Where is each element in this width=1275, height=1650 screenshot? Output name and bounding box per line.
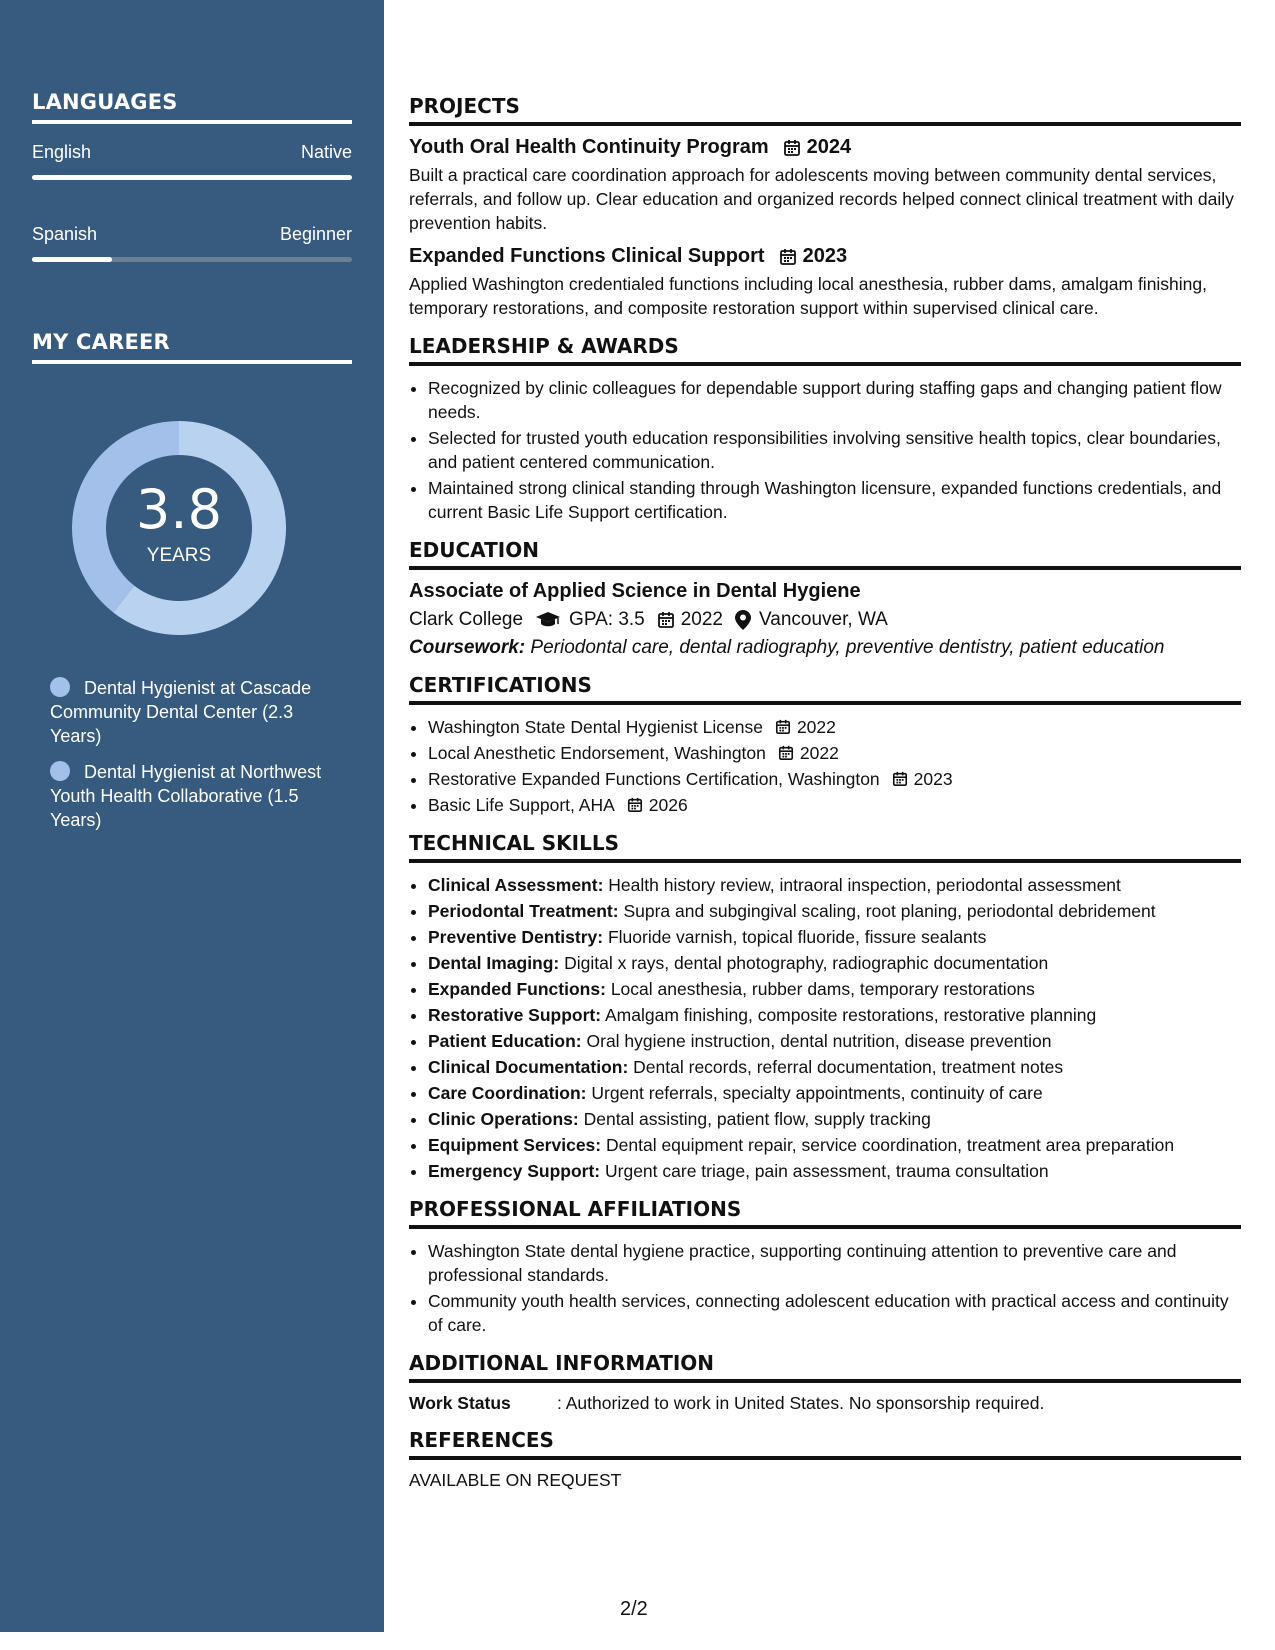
list-item: • Washington State dental hygiene practice, supporting continuing attention to preventive care and professional standards. (428, 1239, 1241, 1287)
skill-item (428, 899, 1241, 923)
skill-item (428, 977, 1241, 1001)
affiliations-section (409, 1197, 1241, 1337)
skill-label: Periodontal Treatment: (428, 901, 619, 921)
work-status-value: : Authorized to work in United States. No sponsorship required. (557, 1393, 1045, 1413)
skill-text: Fluoride varnish, topical fluoride, fissure sealants (607, 927, 987, 947)
legend-dot-icon (50, 677, 70, 697)
coursework-text: Periodontal care, dental radiography, preventive dentistry, patient education (530, 637, 1165, 658)
skill-label: Preventive Dentistry: (428, 927, 604, 947)
skill-item (428, 1055, 1241, 1079)
section-title: TECHNICAL SKILLS (409, 831, 1241, 863)
skill-item (428, 925, 1241, 949)
calendar-icon (627, 797, 643, 813)
skill-text: Local anesthesia, rubber dams, temporary restorations (610, 979, 1035, 999)
skill-item (428, 1081, 1241, 1105)
skill-item (428, 1107, 1241, 1131)
project-heading (409, 245, 1241, 268)
skill-label: Equipment Services: (428, 1135, 602, 1155)
education-coursework (409, 637, 1241, 659)
language-bar (32, 257, 352, 262)
skill-item (428, 873, 1241, 897)
work-status-label: Work Status (409, 1393, 511, 1413)
language-name: English (32, 142, 92, 162)
certification-item (428, 741, 1241, 765)
language-bar-fill (32, 257, 112, 262)
language-level: Native (300, 142, 352, 162)
skill-item (428, 1159, 1241, 1183)
education-location: Vancouver, WA (759, 609, 888, 630)
language-row (32, 142, 352, 163)
project-name: Expanded Functions Clinical Support (409, 245, 765, 267)
references-text: AVAILABLE ON REQUEST (409, 1470, 622, 1490)
project-name: Youth Oral Health Continuity Program (409, 136, 769, 158)
certification-year: 2026 (648, 795, 688, 815)
certification-name: • Local Anesthetic Endorsement, Washington (428, 743, 766, 763)
career-item-text: Dental Hygienist at Northwest Youth Health Collaborative (1.5 Years) (50, 762, 322, 830)
section-title: LEADERSHIP & AWARDS (409, 334, 1241, 366)
skill-text: Urgent care triage, pain assessment, trauma consultation (605, 1161, 1049, 1181)
career-total-value: 3.8 (136, 478, 222, 541)
list-item: • Selected for trusted youth education responsibilities involving sensitive health topics, clear boundaries, and patient centered communication. (428, 426, 1241, 474)
skill-label: Emergency Support: (428, 1161, 601, 1181)
skill-text: Oral hygiene instruction, dental nutrition, disease prevention (586, 1031, 1052, 1051)
project-year: 2024 (806, 136, 852, 158)
language-level: Beginner (279, 224, 352, 244)
skill-item (428, 1003, 1241, 1027)
language-bar (32, 175, 352, 180)
calendar-icon (783, 139, 801, 157)
certification-item (428, 715, 1241, 739)
project-heading (409, 136, 1241, 159)
certification-name: • Basic Life Support, AHA (428, 795, 615, 815)
career-item (50, 760, 340, 832)
language-row (32, 224, 352, 245)
gpa-group (535, 609, 645, 631)
skill-label: Patient Education: (428, 1031, 582, 1051)
skill-item (428, 951, 1241, 975)
section-title: ADDITIONAL INFORMATION (409, 1351, 1241, 1383)
certification-year: 2022 (799, 743, 839, 763)
skill-label: Expanded Functions: (428, 979, 606, 999)
location-pin-icon (735, 610, 751, 630)
career-donut-center (66, 415, 292, 641)
education-year: 2022 (680, 609, 724, 630)
education-section (409, 538, 1241, 659)
section-title: CERTIFICATIONS (409, 673, 1241, 705)
list-item: • Community youth health services, connecting adolescent education with practical access and continuity of care. (428, 1289, 1241, 1337)
calendar-icon (779, 248, 797, 266)
page-number: 2/2 (620, 1598, 648, 1620)
certification-year: 2022 (796, 717, 836, 737)
certification-year: 2023 (913, 769, 953, 789)
skills-list (409, 873, 1241, 1183)
graduation-cap-icon (535, 611, 561, 629)
education-gpa: GPA: 3.5 (569, 609, 645, 630)
legend-dot-icon (50, 761, 70, 781)
projects-section (409, 94, 1241, 320)
skill-text: Health history review, intraoral inspection, periodontal assessment (608, 875, 1121, 895)
skills-section (409, 831, 1241, 1183)
skill-label: Dental Imaging: (428, 953, 560, 973)
additional-section (409, 1351, 1241, 1414)
main-content (409, 94, 1241, 1505)
calendar-icon (892, 771, 908, 787)
affiliations-list (409, 1239, 1241, 1337)
location-group (735, 609, 888, 631)
skill-item (428, 1029, 1241, 1053)
skill-text: Dental records, referral documentation, treatment notes (633, 1057, 1064, 1077)
project-description: Applied Washington credentialed functions including local anesthesia, rubber dams, amalgam finishing, temporary restorations, and composite restoration support within supervised clinical care. (409, 274, 1208, 318)
certification-name: • Washington State Dental Hygienist License (428, 717, 763, 737)
skill-item (428, 1133, 1241, 1157)
skill-label: Clinical Documentation: (428, 1057, 629, 1077)
skill-label: Clinic Operations: (428, 1109, 579, 1129)
language-bar-fill (32, 175, 352, 180)
certifications-list (409, 715, 1241, 817)
section-title: PROFESSIONAL AFFILIATIONS (409, 1197, 1241, 1229)
career-total-unit: YEARS (146, 545, 212, 566)
section-title: PROJECTS (409, 94, 1241, 126)
work-status-row (409, 1393, 1241, 1414)
skill-label: Clinical Assessment: (428, 875, 604, 895)
calendar-icon (657, 611, 675, 629)
career-donut-chart (66, 415, 292, 641)
skill-text: Digital x rays, dental photography, radiographic documentation (564, 953, 1049, 973)
certification-item (428, 767, 1241, 791)
languages-title: LANGUAGES (32, 90, 352, 124)
career-section (32, 330, 352, 364)
skill-text: Dental assisting, patient flow, supply tracking (583, 1109, 931, 1129)
project-date (783, 136, 852, 159)
skill-label: Restorative Support: (428, 1005, 602, 1025)
education-degree: Associate of Applied Science in Dental Hygiene (409, 580, 861, 602)
section-title: EDUCATION (409, 538, 1241, 570)
career-item (50, 676, 340, 748)
languages-section (32, 90, 352, 262)
skill-text: Supra and subgingival scaling, root planing, periodontal debridement (623, 901, 1156, 921)
section-title: REFERENCES (409, 1428, 1241, 1460)
calendar-icon (778, 745, 794, 761)
skill-text: Amalgam finishing, composite restorations, restorative planning (604, 1005, 1097, 1025)
project-description: Built a practical care coordination approach for adolescents moving between community dental services, referrals, and follow up. Clear education and organized records helped connect clinical treatment with daily prevention habits. (409, 165, 1234, 233)
certification-item (428, 793, 1241, 817)
language-name: Spanish (32, 224, 98, 244)
project-date (779, 245, 848, 268)
education-details (409, 609, 1241, 631)
calendar-icon (775, 719, 791, 735)
certification-name: • Restorative Expanded Functions Certification, Washington (428, 769, 880, 789)
skill-label: Care Coordination: (428, 1083, 587, 1103)
career-item-text: Dental Hygienist at Cascade Community Dental Center (2.3 Years) (50, 678, 312, 746)
references-section (409, 1428, 1241, 1491)
year-group (657, 609, 723, 631)
skill-text: Urgent referrals, specialty appointments, continuity of care (591, 1083, 1043, 1103)
education-school: Clark College (409, 609, 524, 630)
list-item: • Maintained strong clinical standing through Washington licensure, expanded functions credentials, and current Basic Life Support certification. (428, 476, 1241, 524)
certifications-section (409, 673, 1241, 817)
skill-text: Dental equipment repair, service coordination, treatment area preparation (606, 1135, 1175, 1155)
sidebar (0, 0, 384, 1632)
career-title: MY CAREER (32, 330, 352, 364)
list-item: • Recognized by clinic colleagues for dependable support during staffing gaps and changing patient flow needs. (428, 376, 1241, 424)
leadership-section (409, 334, 1241, 524)
leadership-list (409, 376, 1241, 524)
coursework-label: Coursework: (409, 637, 526, 658)
career-list (50, 676, 340, 844)
project-year: 2023 (802, 245, 848, 267)
